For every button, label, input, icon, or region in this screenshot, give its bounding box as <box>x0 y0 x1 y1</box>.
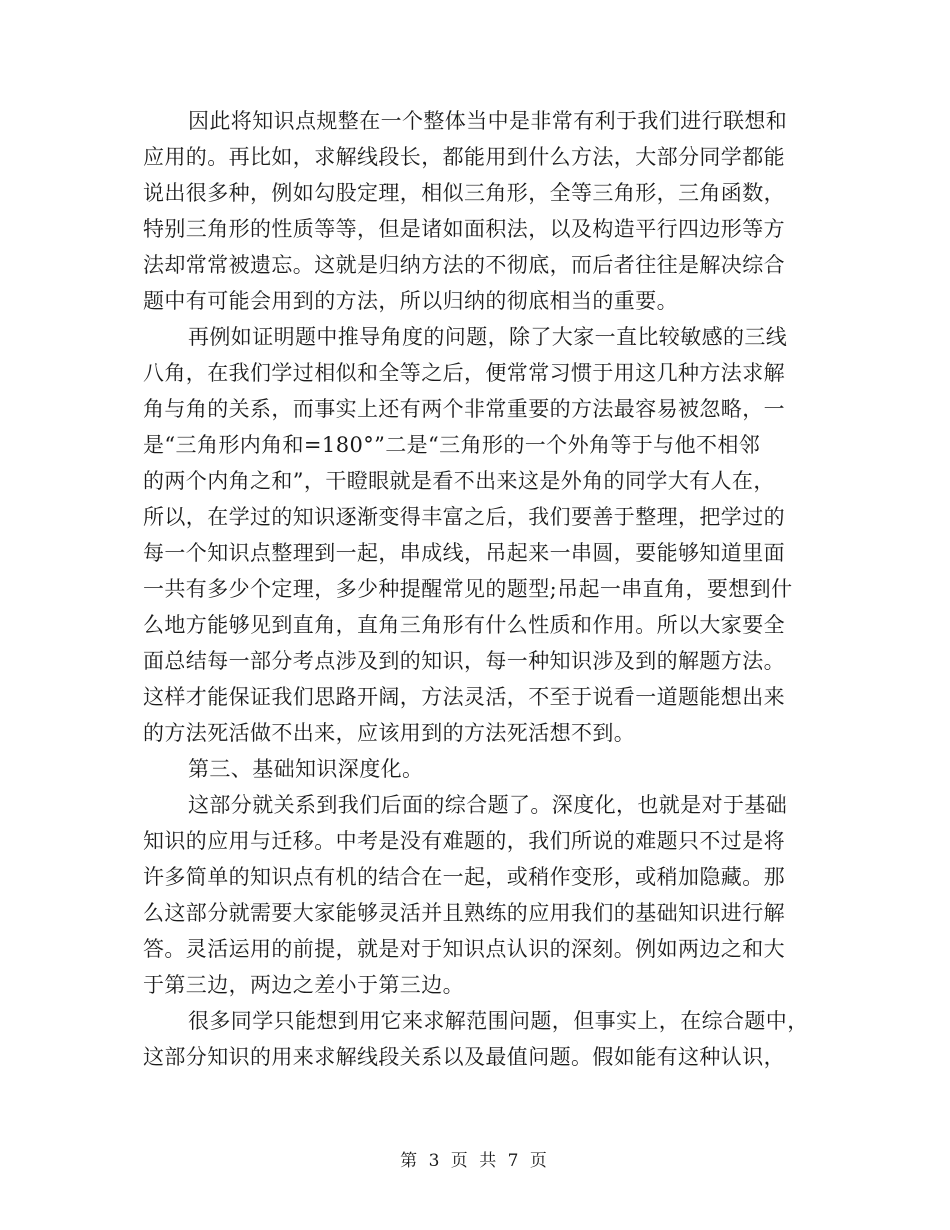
text-line: 再例如证明题中推导角度的问题，除了大家一直比较敏感的三线 <box>188 325 788 349</box>
text-line: 这样才能保证我们思路开阔，方法灵活，不至于说看一道题能想出来 <box>143 685 785 709</box>
text-line: 答。灵活运用的前提，就是对于知识点认识的深刻。例如两边之和大 <box>143 937 785 961</box>
text-line: 很多同学只能想到用它来求解范围问题，但事实上，在综合题中， <box>188 1009 809 1033</box>
paragraph <box>143 787 808 1003</box>
text-line: 么地方能够见到直角，直角三角形有什么性质和作用。所以大家要全 <box>143 613 785 637</box>
text-line: 应用的。再比如，求解线段长，都能用到什么方法，大部分同学都能 <box>143 145 785 169</box>
text-line: 是“三角形内角和=180°”二是“三角形的一个外角等于与他不相邻 <box>143 433 761 457</box>
text-line: 么这部分就需要大家能够灵活并且熟练的应用我们的基础知识进行解 <box>143 901 785 925</box>
text-line: 法却常常被遗忘。这就是归纳方法的不彻底，而后者往往是解决综合 <box>143 253 785 277</box>
paragraph <box>143 319 808 751</box>
text-line: 的方法死活做不出来，应该用到的方法死活想不到。 <box>143 721 636 745</box>
text-line: 说出很多种，例如勾股定理，相似三角形，全等三角形，三角函数， <box>143 181 785 205</box>
text-line: 的两个内角之和”，干瞪眼就是看不出来这是外角的同学大有人在， <box>143 469 775 493</box>
text-line: 知识的应用与迁移。中考是没有难题的，我们所说的难题只不过是将 <box>143 829 785 853</box>
document-body <box>143 103 808 1075</box>
paragraph <box>143 1003 808 1075</box>
text-line: 这部分就关系到我们后面的综合题了。深度化，也就是对于基础 <box>188 793 788 817</box>
text-line: 于第三边，两边之差小于第三边。 <box>143 973 464 997</box>
paragraph <box>143 103 808 319</box>
text-line: 八角，在我们学过相似和全等之后，便常常习惯于用这几种方法求解 <box>143 361 785 385</box>
text-line: 第三、基础知识深度化。 <box>188 757 424 781</box>
text-line: 因此将知识点规整在一个整体当中是非常有利于我们进行联想和 <box>188 109 788 133</box>
text-line: 面总结每一部分考点涉及到的知识，每一种知识涉及到的解题方法。 <box>143 649 785 673</box>
text-line: 一共有多少个定理，多少种提醒常见的题型;吊起一串直角，要想到什 <box>143 577 793 601</box>
text-line: 角与角的关系，而事实上还有两个非常重要的方法最容易被忽略，一 <box>143 397 785 421</box>
text-line: 题中有可能会用到的方法，所以归纳的彻底相当的重要。 <box>143 289 678 313</box>
page-footer: 第 3 页 共 7 页 <box>400 1151 550 1171</box>
text-line: 每一个知识点整理到一起，串成线，吊起来一串圆，要能够知道里面 <box>143 541 785 565</box>
text-line: 特别三角形的性质等等，但是诸如面积法，以及构造平行四边形等方 <box>143 217 785 241</box>
paragraph <box>143 751 808 787</box>
text-line: 所以，在学过的知识逐渐变得丰富之后，我们要善于整理，把学过的 <box>143 505 785 529</box>
text-line: 这部分知识的用来求解线段关系以及最值问题。假如能有这种认识， <box>143 1045 785 1069</box>
text-line: 许多简单的知识点有机的结合在一起，或稍作变形，或稍加隐藏。那 <box>143 865 785 889</box>
